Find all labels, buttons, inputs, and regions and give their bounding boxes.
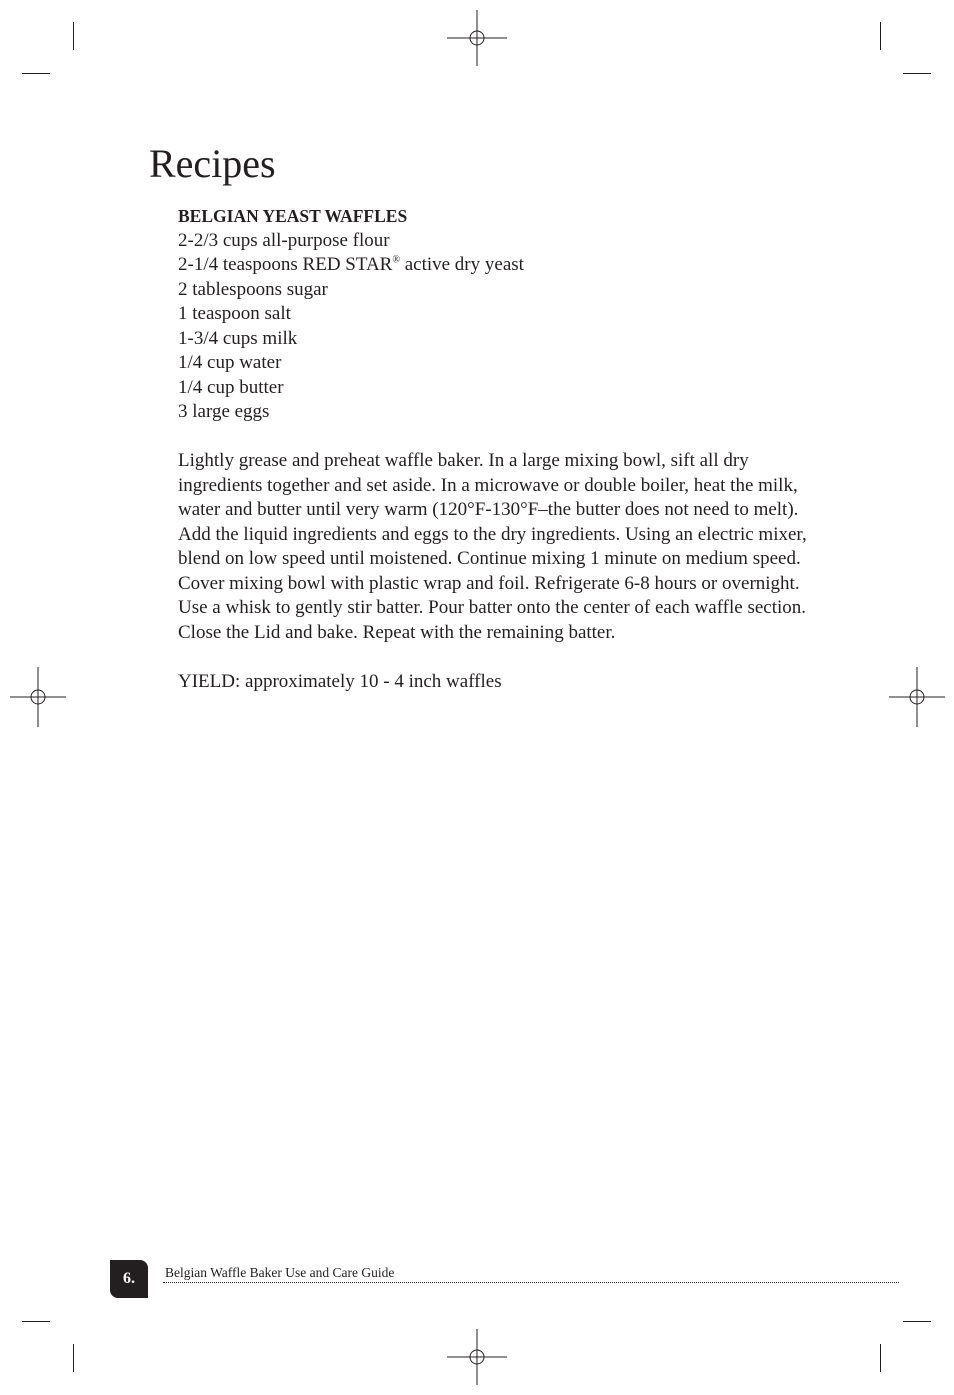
registration-mark-icon [447, 1327, 507, 1387]
crop-mark [73, 22, 74, 50]
ingredient-yeast-brand: 2-1/4 teaspoons RED STAR [178, 254, 393, 275]
ingredient-item: 2 tablespoons sugar [178, 278, 328, 300]
ingredient-yeast-suffix: active dry yeast [399, 254, 524, 275]
crop-mark [880, 1344, 881, 1372]
ingredient-item: 3 large eggs [178, 401, 270, 422]
crop-mark [880, 22, 881, 50]
recipe-body [178, 204, 814, 694]
crop-mark [903, 73, 931, 74]
recipe-name: BELGIAN YEAST WAFFLES [178, 206, 408, 226]
crop-mark [22, 1321, 50, 1322]
footer-guide-title: Belgian Waffle Baker Use and Care Guide [165, 1265, 395, 1280]
ingredient-item: 1/4 cup butter [178, 376, 284, 398]
ingredient-item [178, 253, 814, 278]
crop-mark [903, 1321, 931, 1322]
ingredient-list [178, 229, 814, 425]
ingredient-item: 2-2/3 cups all-purpose flour [178, 229, 390, 251]
registration-mark-icon [447, 8, 507, 68]
footer-dotted-rule [163, 1282, 899, 1283]
crop-mark [73, 1344, 74, 1372]
registration-mark-icon [8, 667, 68, 727]
crop-mark [22, 73, 50, 74]
recipe-method: Lightly grease and preheat waffle baker. In a large mixing bowl, sift all dry ingredients together and set aside. In a microwave or double boiler, heat the milk, water and butter until very warm (120°F-130°F–the butter does not need to melt). Add the liquid ingredients and eggs to the dry ingredients. Using an electric mixer, blend on low speed until moistened. Continue mixing 1 minute on medium speed. Cover mixing bowl with plastic wrap and foil. Refrigerate 6-8 hours or overnight. Use a whisk to gently stir batter. Pour batter onto the center of each waffle section. Close the Lid and bake. Repeat with the remaining batter. [178, 450, 807, 643]
registered-trademark: ® [392, 254, 400, 266]
page-title: Recipes [149, 141, 276, 186]
page-number-badge: 6. [110, 1260, 148, 1298]
registration-mark-icon [887, 667, 947, 727]
recipe-yield: YIELD: approximately 10 - 4 inch waffles [178, 670, 502, 692]
ingredient-item: 1-3/4 cups milk [178, 327, 298, 349]
ingredient-item: 1 teaspoon salt [178, 303, 291, 324]
ingredient-item: 1/4 cup water [178, 352, 282, 373]
